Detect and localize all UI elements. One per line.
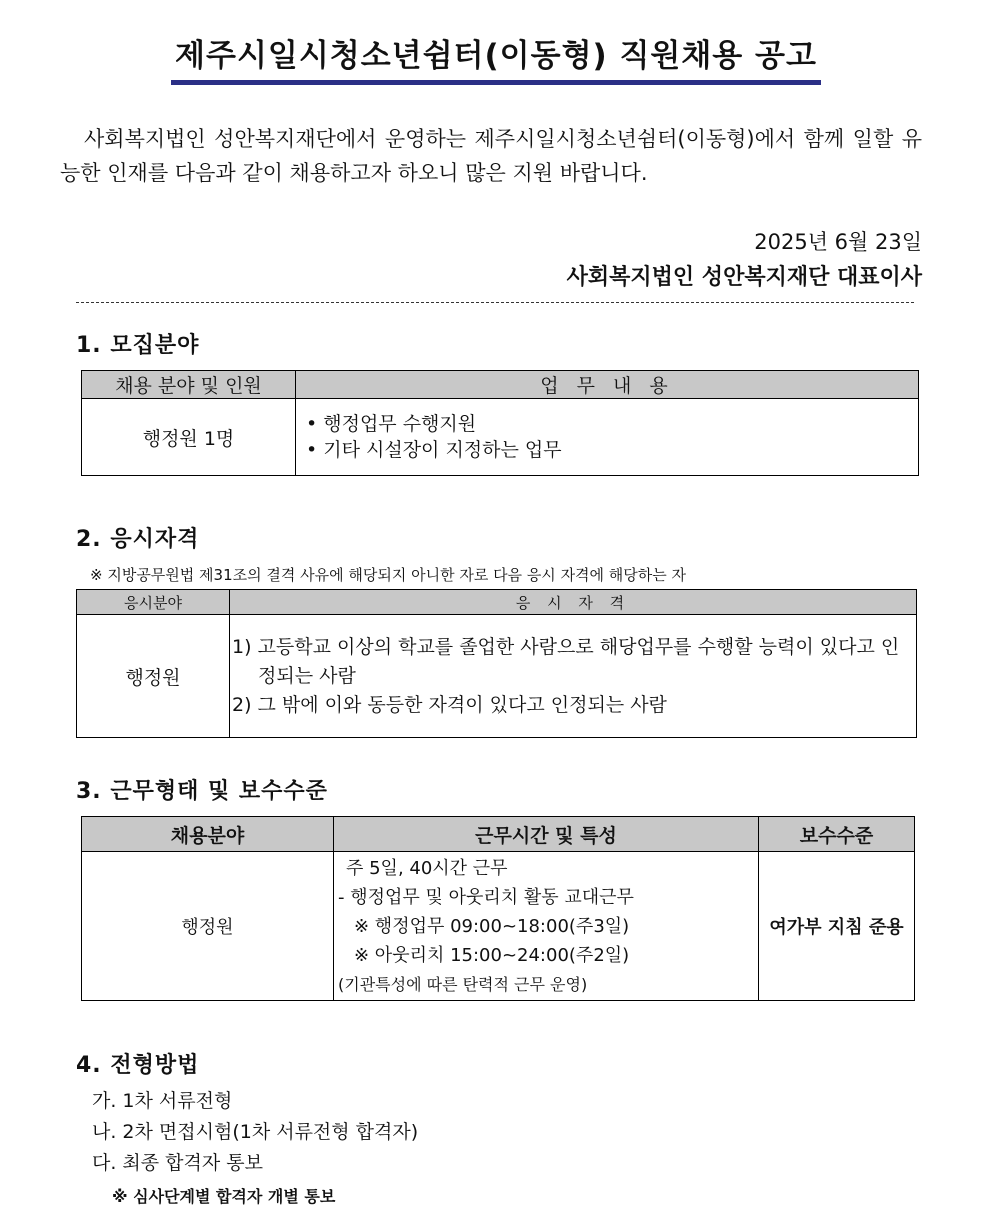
table-row [77,615,917,738]
recruitment-table [81,370,919,476]
title-wrap [0,36,992,85]
section-heading-qualification: 2. 응시자격 [76,527,200,552]
table-header-qualification: 응 시 자 격 [230,590,917,615]
table-header-duties: 업 무 내 용 [296,371,919,399]
work-line: ※ 아웃리치 15:00~24:00(주2일) [354,944,630,966]
intro-paragraph: 사회복지법인 성안복지재단에서 운영하는 제주시일시청소년쉼터(이동형)에서 함께 일할 유능한 인재를 다음과 같이 채용하고자 하오니 많은 지원 바랍니다. [60,127,922,185]
table-row [82,399,919,476]
duties-cell [296,399,919,476]
table-row [82,852,915,1001]
qualification-field: 행정원 [77,615,230,738]
page-title: 제주시일시청소년쉼터(이동형) 직원채용 공고 [171,36,821,85]
step-item: 가. 1차 서류전형 [92,1090,233,1112]
work-line: ※ 행정업무 09:00~18:00(주3일) [354,915,630,937]
table-header-field: 채용분야 [82,817,334,852]
step-item: 나. 2차 면접시험(1차 서류전형 합격자) [92,1121,419,1143]
table-header-pay: 보수수준 [759,817,915,852]
recruit-field: 행정원 1명 [82,399,296,476]
table-header-field: 응시분야 [77,590,230,615]
section-heading-work: 3. 근무형태 및 보수수준 [76,779,328,804]
qualification-cell [230,615,917,738]
work-line: (기관특성에 따른 탄력적 근무 운영) [338,974,588,994]
selection-note: ※ 심사단계별 합격자 개별 통보 [112,1187,336,1206]
section-heading-recruitment: 1. 모집분야 [76,333,200,358]
qualification-item: 1) 고등학교 이상의 학교를 졸업한 사람으로 해당업무를 수행할 능력이 있다고 인정되는 사람 [232,635,900,687]
selection-steps [92,1086,418,1179]
work-cell [334,852,759,1001]
pay-level: 여가부 지침 준용 [759,852,915,1001]
step-item: 다. 최종 합격자 통보 [92,1152,263,1174]
qualification-note: ※ 지방공무원법 제31조의 결격 사유에 해당되지 아니한 자로 다음 응시 자격에 해당하는 자 [90,566,687,584]
notice-date: 2025년 6월 23일 [754,230,922,254]
work-line: 주 5일, 40시간 근무 [346,857,508,879]
qualification-table [76,589,917,738]
work-field: 행정원 [82,852,334,1001]
table-header-field: 채용 분야 및 인원 [82,371,296,399]
duty-item: • 행정업무 수행지원 [306,411,918,437]
work-line: - 행정업무 및 아웃리치 활동 교대근무 [338,886,634,908]
duty-item: • 기타 시설장이 지정하는 업무 [306,437,918,463]
section-heading-selection: 4. 전형방법 [76,1053,200,1078]
divider [76,302,914,303]
signer: 사회복지법인 성안복지재단 대표이사 [566,265,922,290]
qualification-item: 2) 그 밖에 이와 동등한 자격이 있다고 인정되는 사람 [232,693,667,716]
work-table [81,816,915,1001]
table-header-work: 근무시간 및 특성 [334,817,759,852]
